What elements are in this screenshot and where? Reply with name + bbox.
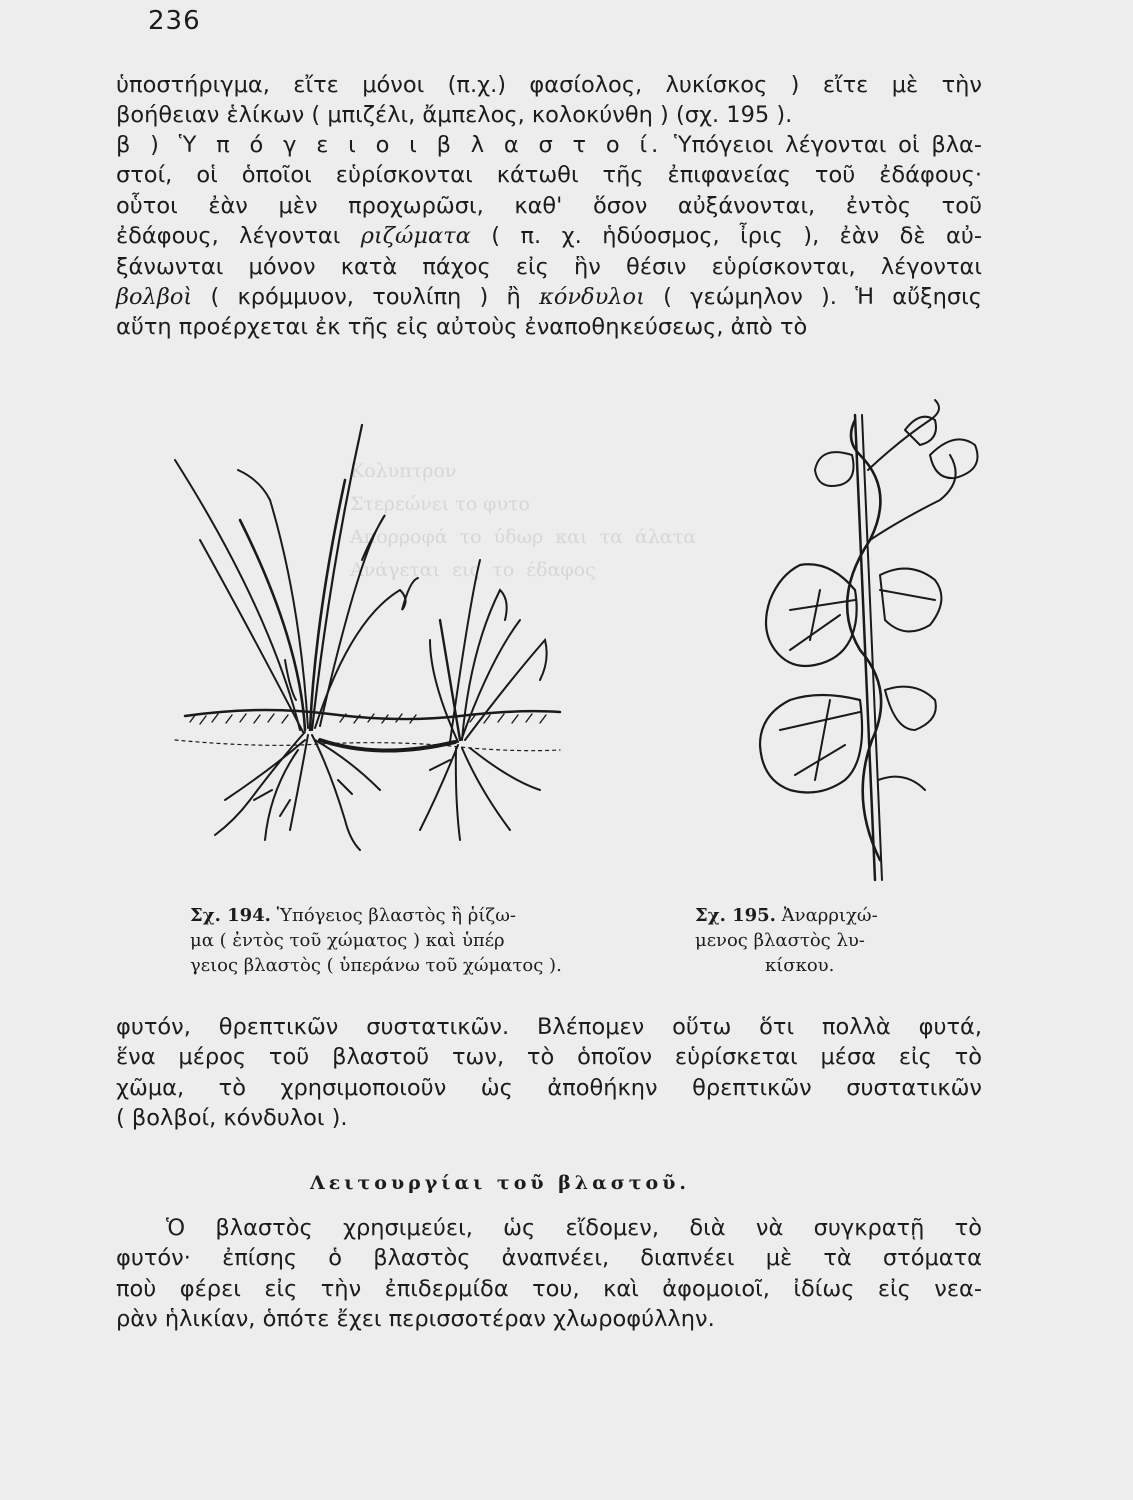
caption-line: [190, 903, 562, 928]
text-line: στοί, οἱ ὁποῖοι εὑρίσκονται κάτωθι τῆς ἐπιφανείας τοῦ ἐδάφους·: [116, 162, 982, 189]
text-line: Ὁ βλαστὸς χρησιμεύει, ὡς εἴδομεν, διὰ νὰ συγκρατῇ τὸ: [166, 1215, 982, 1241]
paragraph-stem-functions: [116, 1213, 982, 1335]
text-line: ρὰν ἡλικίαν, ὁπότε ἔχει περισσοτέραν χλωροφύλλην.: [116, 1306, 715, 1333]
text-fragment: ( κρόμμυον, τουλίπη ) ἢ: [192, 284, 540, 311]
text-fragment: ( π. χ. ἡδύοσμος, ἶρις ), ἐὰν δὲ αὐ-: [470, 223, 983, 250]
figure-195-caption: [695, 903, 878, 978]
caption-line: γειος βλαστὸς ( ὑπεράνω τοῦ χώματος ).: [190, 955, 562, 976]
text-line: φυτόν, θρεπτικῶν συστατικῶν. Βλέπομεν οὕτω ὅτι πολλὰ φυτά,: [116, 1014, 982, 1040]
term-tubers: κόνδυλοι: [539, 284, 645, 311]
page-number: 236: [148, 6, 201, 36]
figure-194-caption: [190, 903, 562, 978]
caption-text: Ἀναρριχώ-: [775, 905, 878, 926]
caption-line: μενος βλαστὸς λυ-: [695, 930, 865, 951]
text-line: ποὺ φέρει εἰς τὴν ἐπιδερμίδα του, καὶ ἀφομοιοῖ, ἰδίως εἰς νεα-: [116, 1275, 982, 1302]
text-line: αὕτη προέρχεται ἐκ τῆς εἰς αὐτοὺς ἐναποθηκεύσεως, ἀπὸ τὸ: [116, 314, 808, 341]
text-line: οὗτοι ἐὰν μὲν προχωρῶσι, καθ' ὅσον αὐξάνονται, ἐντὸς τοῦ: [116, 192, 982, 219]
subsection-label: β ) Ὑ π ό γ ε ι ο ι β λ α σ τ ο ί.: [116, 132, 663, 158]
term-rhizomes: ριζώματα: [360, 223, 471, 250]
term-bulbs: βολβοὶ: [116, 284, 193, 311]
show-through-text: Κολυπτρον Στερεώνει το φυτο Απορροφά το ύδωρ και τα άλατα Ανάγεται εις το έδαφος: [350, 460, 697, 581]
text-line: φυτόν· ἐπίσης ὁ βλαστὸς ἀναπνέει, διαπνέει μὲ τὰ στόματα: [116, 1245, 982, 1272]
text-line: ὑποστήριγμα, εἴτε μόνοι (π.χ.) φασίολος, λυκίσκος ) εἴτε μὲ τὴν: [116, 72, 982, 98]
text-line: ( βολβοί, κόνδυλοι ).: [116, 1105, 348, 1132]
caption-line: [695, 903, 878, 928]
text-fragment: Ὑπόγειοι λέγονται οἱ βλα-: [662, 132, 982, 158]
caption-line: μα ( ἐντὸς τοῦ χώματος ) καὶ ὑπέρ: [190, 930, 505, 951]
text-line: βοήθειαν ἑλίκων ( μπιζέλι, ἄμπελος, κολοκύνθη ) (σχ. 195 ).: [116, 102, 793, 129]
caption-line: κίσκου.: [765, 955, 835, 976]
figure-label: Σχ. 195.: [695, 905, 776, 926]
section-heading: Λειτουργίαι τοῦ βλαστοῦ.: [310, 1172, 691, 1194]
text-fragment: ( γεώμηλον ). Ἡ αὔξησις: [644, 284, 982, 311]
text-line: χῶμα, τὸ χρησιμοποιοῦν ὡς ἀποθήκην θρεπτικῶν συστατικῶν: [116, 1074, 982, 1101]
caption-text: Ὑπόγειος βλαστὸς ἢ ῥίζω-: [270, 905, 516, 926]
text-line: ἕνα μέρος τοῦ βλαστοῦ των, τὸ ὁποῖον εὑρίσκεται μέσα εἰς τὸ: [116, 1044, 982, 1071]
text-fragment: ἐδάφους, λέγονται: [116, 223, 361, 250]
text-line: ξάνωνται μόνον κατὰ πάχος εἰς ἣν θέσιν εὑρίσκονται, λέγονται: [116, 253, 982, 280]
paragraph-storage: [116, 1012, 982, 1134]
figure-label: Σχ. 194.: [190, 905, 271, 926]
